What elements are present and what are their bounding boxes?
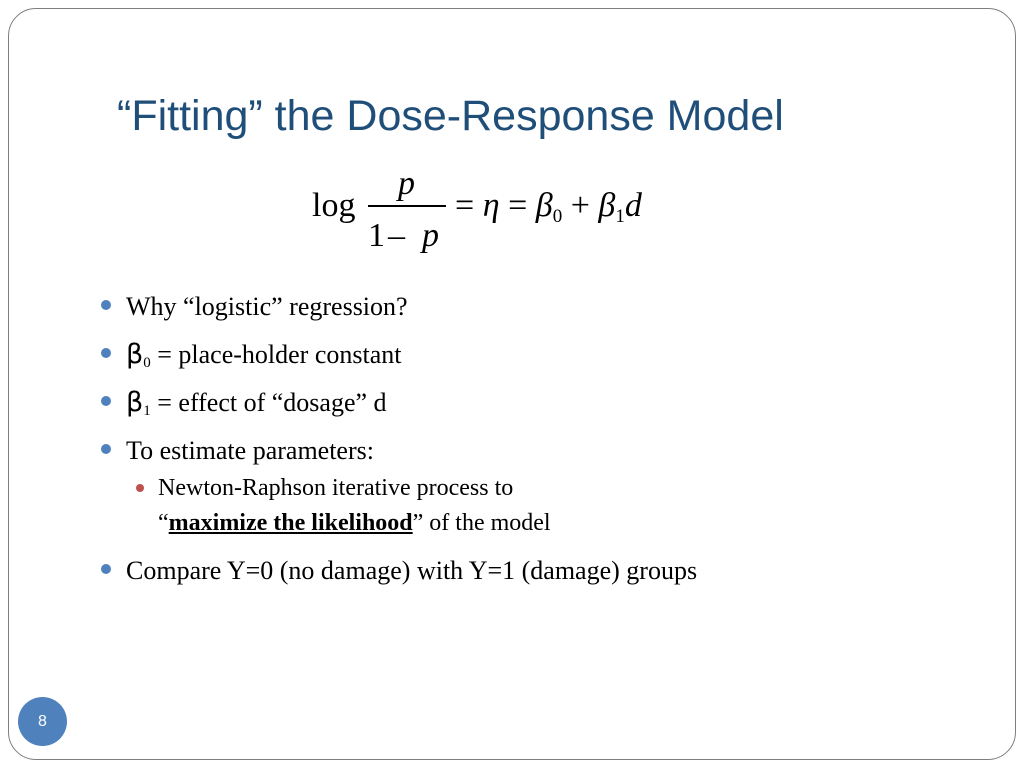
bullet-text: Why “logistic” regression? xyxy=(126,292,408,321)
sub-bullet-item xyxy=(98,471,978,541)
bullet-list xyxy=(98,285,978,597)
bullet-dot-icon xyxy=(101,348,111,358)
beta-subscript: 1 xyxy=(143,403,151,419)
bullet-dot-icon xyxy=(101,564,111,574)
formula-rhs xyxy=(455,187,642,228)
bullet-text: = place-holder constant xyxy=(150,340,402,369)
bullet-text: Compare Y=0 (no damage) with Y=1 (damage) groups xyxy=(126,556,698,585)
bullet-item xyxy=(98,333,978,381)
sub-bullet-line1: Newton-Raphson iterative process to xyxy=(158,475,514,501)
formula-eq1: = xyxy=(455,187,475,224)
formula-numerator: p xyxy=(398,165,415,202)
sub-bullet-open-quote: “ xyxy=(158,510,169,536)
sub-bullet-dot-icon xyxy=(136,484,144,492)
bullet-item xyxy=(98,285,978,333)
beta-symbol: β xyxy=(126,387,144,418)
formula-log: log xyxy=(312,187,356,224)
bullet-dot-icon xyxy=(101,444,111,454)
bullet-dot-icon xyxy=(101,300,111,310)
formula-plus: + xyxy=(570,187,590,224)
logit-formula xyxy=(0,165,1024,255)
fraction-bar xyxy=(368,205,446,207)
formula-denominator-minus: – xyxy=(388,217,405,254)
bullet-item xyxy=(98,549,978,597)
bullet-item xyxy=(98,381,978,429)
beta-symbol: β xyxy=(126,339,144,370)
formula-sub0: 0 xyxy=(552,206,563,227)
slide-title: “Fitting” the Dose-Response Model xyxy=(117,92,784,140)
bullet-text: = effect of “dosage” d xyxy=(150,388,387,417)
page-number-badge: 8 xyxy=(18,697,67,746)
formula-denominator-p: p xyxy=(422,217,439,254)
formula-d: d xyxy=(624,187,642,224)
formula-sub1: 1 xyxy=(615,206,625,227)
bullet-dot-icon xyxy=(101,396,111,406)
formula-denominator-one: 1 xyxy=(368,217,385,254)
formula-eq2: = xyxy=(508,187,528,224)
beta-subscript: 0 xyxy=(143,355,151,371)
bullet-text: To estimate parameters: xyxy=(126,436,374,465)
formula-beta1: β xyxy=(598,187,616,224)
sub-bullet-rest: ” of the model xyxy=(412,510,551,536)
formula-beta0: β xyxy=(535,187,553,224)
formula-eta: η xyxy=(482,187,500,224)
bullet-item xyxy=(98,429,978,477)
sub-bullet-emphasis: maximize the likelihood xyxy=(168,510,413,536)
